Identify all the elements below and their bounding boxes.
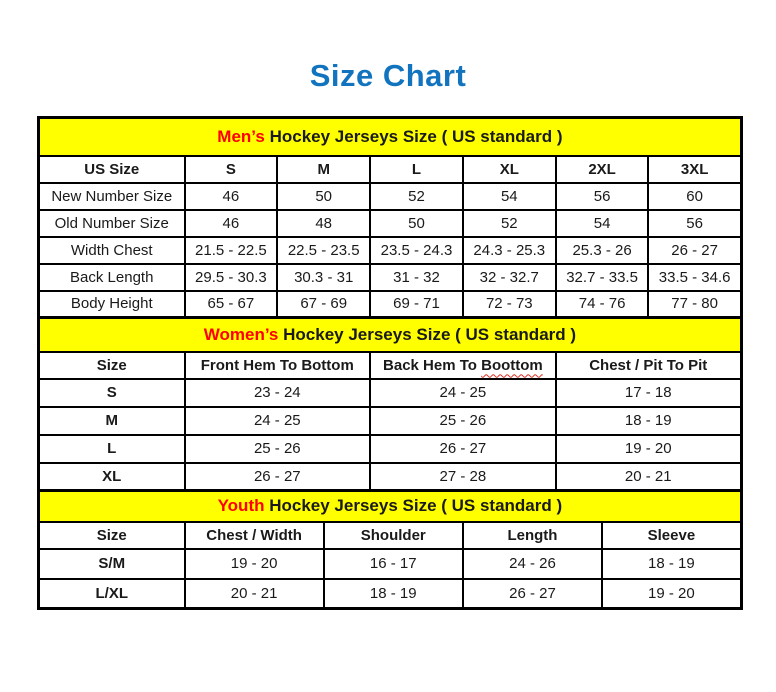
column-header-size: Size xyxy=(39,352,185,379)
column-header-length: Length xyxy=(463,522,602,549)
column-header-xl: XL xyxy=(463,156,556,183)
womens-section-band xyxy=(39,318,742,352)
value-cell: 22.5 - 23.5 xyxy=(277,237,370,264)
value-cell: 60 xyxy=(648,183,741,210)
value-cell: 19 - 20 xyxy=(602,579,741,609)
table-row xyxy=(39,435,742,463)
value-cell: 29.5 - 30.3 xyxy=(185,264,278,291)
row-label-cell: New Number Size xyxy=(39,183,185,210)
mens-size-table xyxy=(37,116,743,319)
row-label-cell: M xyxy=(39,407,185,435)
table-row xyxy=(39,463,742,491)
value-cell: 24 - 26 xyxy=(463,549,602,579)
value-cell: 30.3 - 31 xyxy=(277,264,370,291)
table-row xyxy=(39,407,742,435)
mens-band-text: Hockey Jerseys Size ( US standard ) xyxy=(269,126,563,146)
youth-band-text: Hockey Jerseys Size ( US standard ) xyxy=(269,496,563,516)
value-cell: 50 xyxy=(277,183,370,210)
table-row xyxy=(39,579,742,609)
mens-table-body xyxy=(39,183,742,318)
value-cell: 50 xyxy=(370,210,463,237)
value-cell: 77 - 80 xyxy=(648,291,741,318)
value-cell: 19 - 20 xyxy=(556,435,742,463)
youth-table-body xyxy=(39,549,742,609)
value-cell: 48 xyxy=(277,210,370,237)
mens-band-highlight: Men’s xyxy=(217,126,265,146)
value-cell: 32 - 32.7 xyxy=(463,264,556,291)
value-cell: 33.5 - 34.6 xyxy=(648,264,741,291)
value-cell: 20 - 21 xyxy=(556,463,742,491)
column-header-back-hem xyxy=(370,352,556,379)
column-header-us-size: US Size xyxy=(39,156,185,183)
row-label-cell: Width Chest xyxy=(39,237,185,264)
value-cell: 46 xyxy=(185,210,278,237)
column-header-3xl: 3XL xyxy=(648,156,741,183)
value-cell: 54 xyxy=(463,183,556,210)
page-title: Size Chart xyxy=(309,58,467,93)
table-row xyxy=(39,237,742,264)
back-hem-label: Back Hem To xyxy=(383,356,477,374)
row-label-cell: L xyxy=(39,435,185,463)
value-cell: 25 - 26 xyxy=(370,407,556,435)
value-cell: 31 - 32 xyxy=(370,264,463,291)
value-cell: 25.3 - 26 xyxy=(556,237,649,264)
mens-section-band-row xyxy=(39,118,742,156)
youth-section-band xyxy=(39,491,742,522)
table-row xyxy=(39,183,742,210)
value-cell: 27 - 28 xyxy=(370,463,556,491)
value-cell: 24 - 25 xyxy=(370,379,556,407)
youth-section-band-row xyxy=(39,491,742,522)
value-cell: 18 - 19 xyxy=(602,549,741,579)
womens-size-table xyxy=(37,316,743,492)
value-cell: 52 xyxy=(370,183,463,210)
value-cell: 26 - 27 xyxy=(370,435,556,463)
value-cell: 67 - 69 xyxy=(277,291,370,318)
table-row xyxy=(39,379,742,407)
value-cell: 18 - 19 xyxy=(556,407,742,435)
value-cell: 72 - 73 xyxy=(463,291,556,318)
column-header-2xl: 2XL xyxy=(556,156,649,183)
back-hem-misspelled-word: Boottom xyxy=(481,356,543,374)
value-cell: 74 - 76 xyxy=(556,291,649,318)
row-label-cell: XL xyxy=(39,463,185,491)
value-cell: 23.5 - 24.3 xyxy=(370,237,463,264)
womens-band-highlight: Women’s xyxy=(203,324,279,344)
row-label-cell: S/M xyxy=(39,549,185,579)
value-cell: 69 - 71 xyxy=(370,291,463,318)
value-cell: 17 - 18 xyxy=(556,379,742,407)
value-cell: 56 xyxy=(648,210,741,237)
value-cell: 26 - 27 xyxy=(185,463,371,491)
womens-band-text: Hockey Jerseys Size ( US standard ) xyxy=(283,324,577,344)
value-cell: 52 xyxy=(463,210,556,237)
value-cell: 56 xyxy=(556,183,649,210)
value-cell: 32.7 - 33.5 xyxy=(556,264,649,291)
value-cell: 25 - 26 xyxy=(185,435,371,463)
youth-header-row xyxy=(39,522,742,549)
youth-size-table xyxy=(37,489,743,610)
value-cell: 24 - 25 xyxy=(185,407,371,435)
row-label-cell: S xyxy=(39,379,185,407)
value-cell: 26 - 27 xyxy=(648,237,741,264)
youth-band-highlight: Youth xyxy=(217,496,265,516)
row-label-cell: Old Number Size xyxy=(39,210,185,237)
column-header-chest-width: Chest / Width xyxy=(185,522,324,549)
value-cell: 65 - 67 xyxy=(185,291,278,318)
table-row xyxy=(39,264,742,291)
column-header-chest-pit: Chest / Pit To Pit xyxy=(556,352,742,379)
value-cell: 54 xyxy=(556,210,649,237)
column-header-m: M xyxy=(277,156,370,183)
value-cell: 18 - 19 xyxy=(324,579,463,609)
column-header-size: Size xyxy=(39,522,185,549)
womens-header-row xyxy=(39,352,742,379)
womens-section-band-row xyxy=(39,318,742,352)
womens-table-body xyxy=(39,379,742,491)
value-cell: 20 - 21 xyxy=(185,579,324,609)
column-header-sleeve: Sleeve xyxy=(602,522,741,549)
table-row xyxy=(39,210,742,237)
value-cell: 21.5 - 22.5 xyxy=(185,237,278,264)
column-header-front-hem: Front Hem To Bottom xyxy=(185,352,371,379)
row-label-cell: Body Height xyxy=(39,291,185,318)
column-header-l: L xyxy=(370,156,463,183)
column-header-s: S xyxy=(185,156,278,183)
mens-section-band xyxy=(39,118,742,156)
row-label-cell: Back Length xyxy=(39,264,185,291)
value-cell: 46 xyxy=(185,183,278,210)
table-row xyxy=(39,291,742,318)
value-cell: 26 - 27 xyxy=(463,579,602,609)
mens-header-row xyxy=(39,156,742,183)
value-cell: 16 - 17 xyxy=(324,549,463,579)
row-label-cell: L/XL xyxy=(39,579,185,609)
value-cell: 19 - 20 xyxy=(185,549,324,579)
value-cell: 24.3 - 25.3 xyxy=(463,237,556,264)
table-row xyxy=(39,549,742,579)
size-chart xyxy=(37,116,740,610)
column-header-shoulder: Shoulder xyxy=(324,522,463,549)
value-cell: 23 - 24 xyxy=(185,379,371,407)
